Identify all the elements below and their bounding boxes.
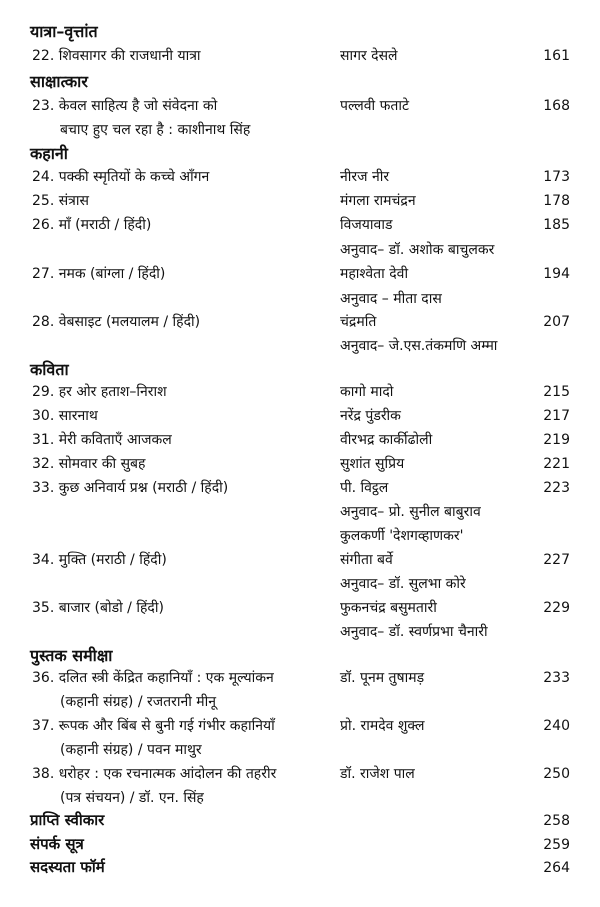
entry-author: संगीता बर्वे — [340, 552, 393, 568]
entry-page: 258 — [543, 813, 570, 829]
entry-translator: अनुवाद– प्रो. सुनील बाबुराव — [340, 504, 481, 520]
entry-page: 207 — [543, 314, 570, 330]
entry-author: नीरज नीर — [340, 169, 390, 185]
entry-author: वीरभद्र कार्कीढोली — [340, 432, 433, 448]
entry-page: 161 — [543, 48, 570, 64]
entry-page: 173 — [543, 169, 570, 185]
section-heading-samiksha: पुस्तक समीक्षा — [30, 646, 113, 665]
entry-page: 215 — [543, 384, 570, 400]
entry-translator: अनुवाद– डॉ. स्वर्णप्रभा चैनारी — [340, 624, 488, 640]
entry-author: महाश्वेता देवी — [340, 266, 409, 282]
entry-title: 25. संत्रास — [32, 193, 89, 209]
entry-author: सुशांत सुप्रिय — [340, 456, 405, 472]
entry-page: 227 — [543, 552, 570, 568]
entry-page: 217 — [543, 408, 570, 424]
entry-page: 250 — [543, 766, 570, 782]
entry-page: 229 — [543, 600, 570, 616]
entry-title-continued: बचाए हुए चल रहा है : काशीनाथ सिंह — [60, 122, 251, 138]
entry-title: 36. दलित स्त्री केंद्रित कहानियाँ : एक मूल्यांकन — [32, 670, 274, 686]
entry-title: 28. वेबसाइट (मलयालम / हिंदी) — [32, 314, 201, 330]
entry-translator: अनुवाद– जे.एस.तंकमणि अम्मा — [340, 338, 498, 354]
entry-page: 264 — [543, 860, 570, 876]
entry-title: 24. पक्की स्मृतियों के कच्चे आँगन — [32, 169, 210, 185]
entry-title: 30. सारनाथ — [32, 408, 98, 424]
section-heading-prapti: प्राप्ति स्वीकार — [30, 811, 105, 829]
entry-title: 27. नमक (बांग्ला / हिंदी) — [32, 266, 166, 282]
entry-author: प्रो. रामदेव शुक्ल — [340, 718, 425, 734]
entry-title: 32. सोमवार की सुबह — [32, 456, 146, 472]
section-heading-sadasyata: सदस्यता फॉर्म — [30, 858, 105, 876]
entry-title: 31. मेरी कविताएँ आजकल — [32, 432, 172, 448]
entry-title: 33. कुछ अनिवार्य प्रश्न (मराठी / हिंदी) — [32, 480, 229, 496]
entry-author: पल्लवी फताटे — [340, 98, 410, 114]
entry-title: 22. शिवसागर की राजधानी यात्रा — [32, 48, 201, 64]
entry-title: 35. बाजार (बोडो / हिंदी) — [32, 600, 164, 616]
entry-page: 259 — [543, 837, 570, 853]
section-heading-sampark: संपर्क सूत्र — [30, 835, 84, 853]
entry-title-continued: (पत्र संचयन) / डॉ. एन. सिंह — [60, 790, 204, 806]
entry-title: 37. रूपक और बिंब से बुनी गई गंभीर कहानियाँ — [32, 718, 275, 734]
entry-page: 178 — [543, 193, 570, 209]
entry-author: सागर देसले — [340, 48, 398, 64]
entry-page: 240 — [543, 718, 570, 734]
entry-author: डॉ. पूनम तुषामड़ — [340, 670, 425, 686]
entry-page: 223 — [543, 480, 570, 496]
entry-page: 194 — [543, 266, 570, 282]
section-heading-kavita: कविता — [30, 360, 69, 379]
entry-title: 38. धरोहर : एक रचनात्मक आंदोलन की तहरीर — [32, 766, 277, 782]
entry-page: 219 — [543, 432, 570, 448]
entry-translator-continued: कुलकर्णी 'देशगव्हाणकर' — [340, 528, 464, 544]
entry-author: पी. विट्ठल — [340, 480, 389, 496]
section-heading-yatra: यात्रा–वृत्तांत — [30, 22, 98, 41]
entry-title: 26. माँ (मराठी / हिंदी) — [32, 217, 152, 233]
entry-page: 233 — [543, 670, 570, 686]
entry-author: मंगला रामचंद्रन — [340, 193, 416, 209]
entry-page: 185 — [543, 217, 570, 233]
entry-author: विजयावाड — [340, 217, 393, 233]
entry-author: नरेंद्र पुंडरीक — [340, 408, 401, 424]
entry-translator: अनुवाद– डॉ. अशोक बाचुलकर — [340, 242, 495, 258]
entry-title: 29. हर ओर हताश–निराश — [32, 384, 167, 400]
entry-title: 34. मुक्ति (मराठी / हिंदी) — [32, 552, 167, 568]
entry-author: डॉ. राजेश पाल — [340, 766, 415, 782]
entry-page: 168 — [543, 98, 570, 114]
entry-translator: अनुवाद – मीता दास — [340, 291, 442, 307]
entry-title-continued: (कहानी संग्रह) / रजतरानी मीनू — [60, 694, 217, 710]
entry-page: 221 — [543, 456, 570, 472]
entry-author: कागो मादो — [340, 384, 394, 400]
entry-title-continued: (कहानी संग्रह) / पवन माथुर — [60, 742, 202, 758]
entry-translator: अनुवाद– डॉ. सुलभा कोरे — [340, 576, 466, 592]
entry-author: फुकनचंद्र बसुमतारी — [340, 600, 437, 616]
section-heading-sakshatkar: साक्षात्कार — [30, 72, 88, 91]
entry-author: चंद्रमति — [340, 314, 377, 330]
entry-title: 23. केवल साहित्य है जो संवेदना को — [32, 98, 218, 114]
section-heading-kahani: कहानी — [30, 144, 68, 163]
